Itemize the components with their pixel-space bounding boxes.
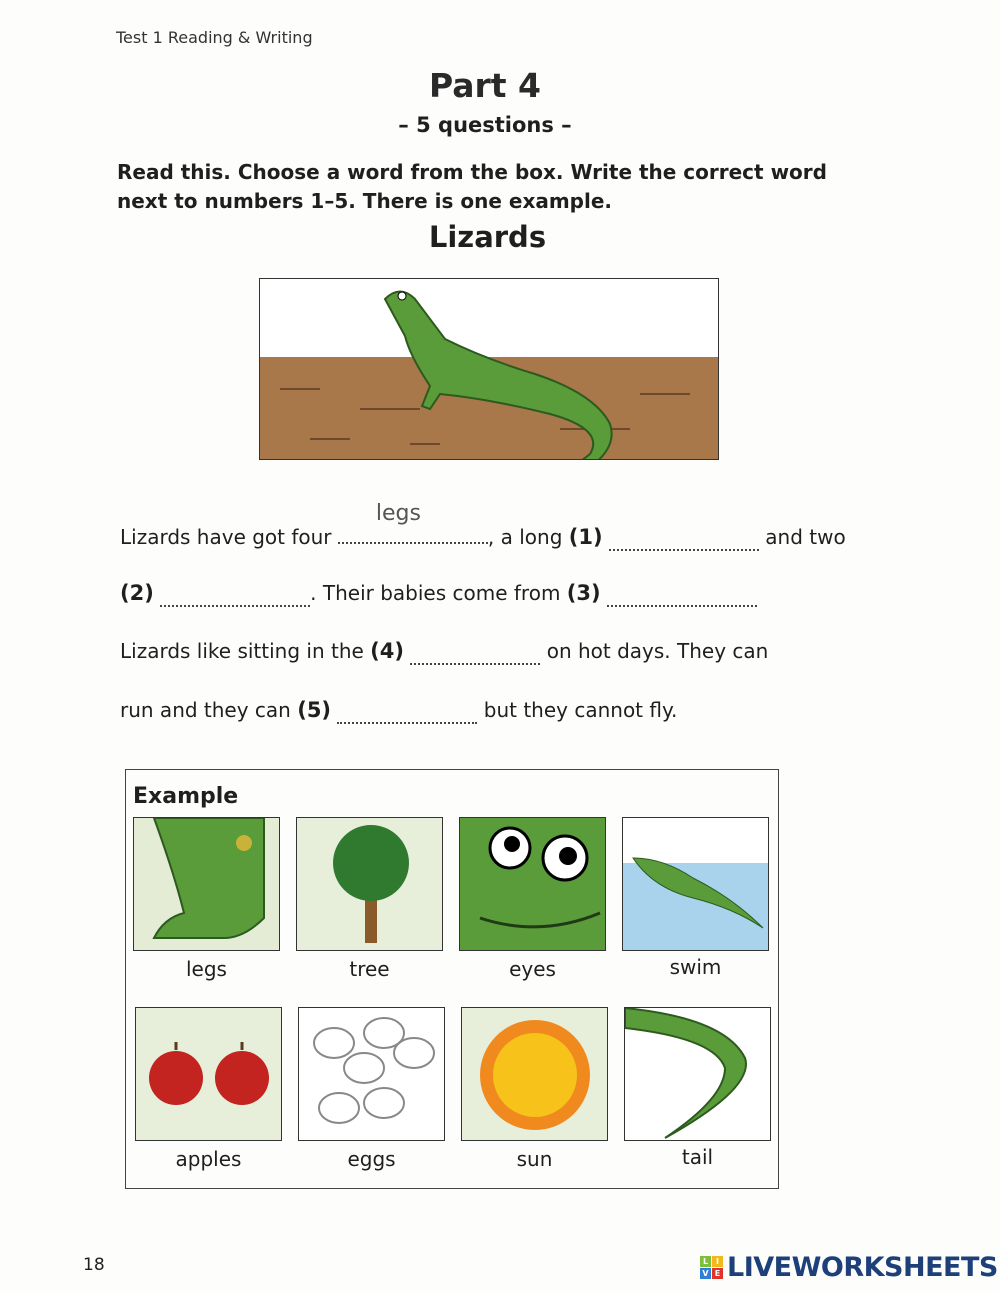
picture-swim [622,817,769,951]
picture-tail [624,1007,771,1141]
text: on hot days. They can [546,639,769,663]
text: run and they can [120,698,291,722]
part-title: Part 4 [428,66,542,105]
number-5: (5) [297,698,332,722]
text: and two [765,525,846,549]
answer-2-input[interactable] [160,585,310,607]
running-header: Test 1 Reading & Writing [116,28,313,47]
picture-apples [135,1007,282,1141]
text: Lizards like sitting in the [120,639,364,663]
sentence-3 [120,639,768,665]
word-sun: sun [516,1147,553,1171]
number-4: (4) [370,639,404,663]
picture-sun [461,1007,608,1141]
word-swim: swim [669,955,722,979]
text: but they cannot fly. [483,698,678,722]
example-answer: legs [375,501,421,526]
logo-letter: I [712,1256,723,1267]
answer-3-input[interactable] [607,585,757,607]
sentence-1 [120,501,846,551]
text: Lizards have got four [120,525,332,549]
example-label: Example [133,784,239,809]
lizard-illustration [259,278,719,460]
picture-eggs [298,1007,445,1141]
sentence-4 [120,698,677,724]
number-3: (3) [566,581,601,605]
word-eyes: eyes [509,957,556,981]
logo-letter: E [712,1268,723,1279]
word-tree: tree [349,957,390,981]
question-count: – 5 questions – [398,113,572,137]
answer-1-input[interactable] [609,529,759,551]
logo-letter: V [700,1268,711,1279]
answer-5-input[interactable] [337,702,477,724]
number-1: (1) [568,525,603,549]
liveworksheets-logo [700,1252,998,1283]
text: , a long [487,525,563,549]
text: . Their babies come from [310,581,561,605]
number-2: (2) [120,581,154,605]
story-title: Lizards [428,220,547,254]
brand-name: LIVEWORKSHEETS [727,1252,998,1283]
logo-letter: L [700,1256,711,1267]
logo-icon [700,1256,723,1279]
word-eggs: eggs [347,1147,396,1171]
page-number: 18 [83,1255,105,1275]
answer-4-input[interactable] [410,643,540,665]
picture-tree [296,817,443,951]
word-apples: apples [175,1147,242,1171]
picture-eyes [459,817,606,951]
picture-legs [133,817,280,951]
instructions: Read this. Choose a word from the box. Write the correct word next to numbers 1–5. There is one example. [117,160,827,213]
word-legs: legs [186,957,227,981]
sentence-2 [120,581,757,607]
word-tail: tail [681,1145,714,1169]
